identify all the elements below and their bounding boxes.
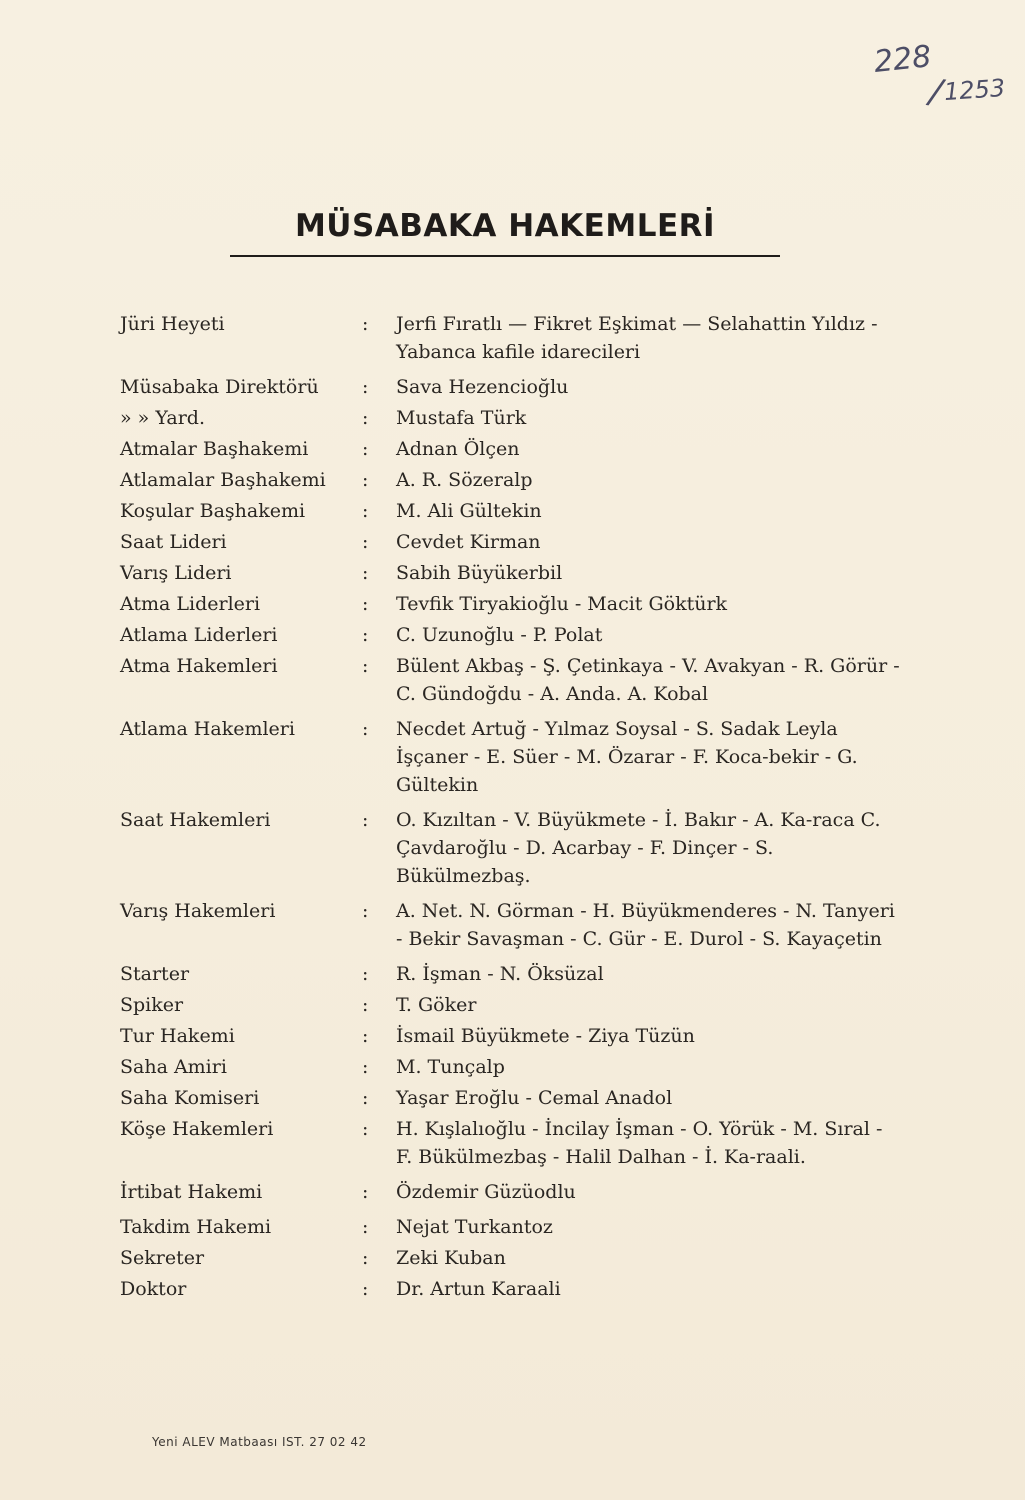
official-role-label: Saat Hakemleri bbox=[120, 809, 271, 831]
handwritten-number-primary: 228 bbox=[872, 39, 933, 80]
official-names: T. Göker bbox=[396, 994, 477, 1016]
official-row bbox=[120, 466, 910, 494]
official-role-label: Koşular Başhakemi bbox=[120, 500, 306, 522]
official-row bbox=[120, 435, 910, 463]
separator-colon: : bbox=[362, 655, 369, 677]
official-row bbox=[120, 404, 910, 432]
separator-colon: : bbox=[362, 407, 369, 429]
official-row bbox=[120, 1275, 910, 1303]
official-role-label: Tur Hakemi bbox=[120, 1025, 235, 1047]
official-row bbox=[120, 1115, 910, 1171]
handwritten-slash: / bbox=[927, 71, 945, 113]
separator-colon: : bbox=[362, 469, 369, 491]
separator-colon: : bbox=[362, 438, 369, 460]
title-underline bbox=[230, 255, 780, 257]
official-names: Özdemir Güzüodlu bbox=[396, 1181, 576, 1203]
separator-colon: : bbox=[362, 376, 369, 398]
separator-colon: : bbox=[362, 624, 369, 646]
official-role-label: » » Yard. bbox=[120, 407, 206, 429]
separator-colon: : bbox=[362, 593, 369, 615]
separator-colon: : bbox=[362, 963, 369, 985]
printer-footer: Yeni ALEV Matbaası IST. 27 02 42 bbox=[152, 1435, 367, 1449]
official-row bbox=[120, 960, 910, 988]
official-row bbox=[120, 310, 910, 366]
official-names: Nejat Turkantoz bbox=[396, 1216, 553, 1238]
official-names: Yaşar Eroğlu - Cemal Anadol bbox=[396, 1087, 673, 1109]
official-names: A. R. Sözeralp bbox=[396, 469, 533, 491]
official-names: Dr. Artun Karaali bbox=[396, 1278, 561, 1300]
official-names: R. İşman - N. Öksüzal bbox=[396, 963, 604, 985]
official-role-label: Atma Liderleri bbox=[120, 593, 261, 615]
official-row bbox=[120, 1022, 910, 1050]
official-names: Tevfik Tiryakioğlu - Macit Göktürk bbox=[396, 593, 728, 615]
official-names: M. Ali Gültekin bbox=[396, 500, 542, 522]
official-row bbox=[120, 559, 910, 587]
official-role-label: Atmalar Başhakemi bbox=[120, 438, 309, 460]
separator-colon: : bbox=[362, 1025, 369, 1047]
official-role-label: Jüri Heyeti bbox=[120, 313, 225, 335]
official-role-label: Starter bbox=[120, 963, 190, 985]
separator-colon: : bbox=[362, 562, 369, 584]
separator-colon: : bbox=[362, 809, 369, 831]
separator-colon: : bbox=[362, 1278, 369, 1300]
separator-colon: : bbox=[362, 1247, 369, 1269]
handwritten-number-secondary: 1253 bbox=[943, 73, 1006, 107]
separator-colon: : bbox=[362, 1087, 369, 1109]
official-role-label: Müsabaka Direktörü bbox=[120, 376, 319, 398]
official-row bbox=[120, 621, 910, 649]
official-row bbox=[120, 991, 910, 1019]
official-row bbox=[120, 497, 910, 525]
official-names: İsmail Büyükmete - Ziya Tüzün bbox=[396, 1025, 695, 1047]
official-row bbox=[120, 652, 910, 708]
official-row bbox=[120, 1244, 910, 1272]
official-role-label: Spiker bbox=[120, 994, 184, 1016]
separator-colon: : bbox=[362, 718, 369, 740]
officials-list bbox=[120, 310, 910, 1303]
official-row bbox=[120, 1178, 910, 1206]
official-role-label: Doktor bbox=[120, 1278, 187, 1300]
official-names: H. Kışlalıoğlu - İncilay İşman - O. Yörük - M. Sıral - F. Bükülmezbaş - Halil Dalhan - İ. Ka-raali. bbox=[396, 1118, 883, 1168]
official-role-label: Varış Hakemleri bbox=[120, 900, 276, 922]
separator-colon: : bbox=[362, 1118, 369, 1140]
separator-colon: : bbox=[362, 900, 369, 922]
official-names: O. Kızıltan - V. Büyükmete - İ. Bakır - A. Ka-raca C. Çavdaroğlu - D. Acarbay - F. Dinçer - S. Bükülmezbaş. bbox=[396, 809, 881, 887]
official-names: Bülent Akbaş - Ş. Çetinkaya - V. Avakyan - R. Görür - C. Gündoğdu - A. Anda. A. Kobal bbox=[396, 655, 900, 705]
official-role-label: Saha Amiri bbox=[120, 1056, 227, 1078]
official-role-label: Sekreter bbox=[120, 1247, 205, 1269]
official-names: Necdet Artuğ - Yılmaz Soysal - S. Sadak Leyla İşçaner - E. Süer - M. Özarar - F. Koca-bekir - G. Gültekin bbox=[396, 718, 858, 796]
official-role-label: Takdim Hakemi bbox=[120, 1216, 272, 1238]
official-row bbox=[120, 1213, 910, 1241]
official-names: Zeki Kuban bbox=[396, 1247, 506, 1269]
separator-colon: : bbox=[362, 994, 369, 1016]
official-names: Cevdet Kirman bbox=[396, 531, 541, 553]
official-row bbox=[120, 715, 910, 799]
official-names: Sabih Büyükerbil bbox=[396, 562, 563, 584]
separator-colon: : bbox=[362, 313, 369, 335]
separator-colon: : bbox=[362, 531, 369, 553]
official-role-label: Atma Hakemleri bbox=[120, 655, 278, 677]
official-row bbox=[120, 1053, 910, 1081]
official-role-label: Atlama Hakemleri bbox=[120, 718, 295, 740]
official-row bbox=[120, 590, 910, 618]
separator-colon: : bbox=[362, 1056, 369, 1078]
official-names: C. Uzunoğlu - P. Polat bbox=[396, 624, 603, 646]
handwritten-page-number bbox=[868, 39, 1008, 122]
official-role-label: Varış Lideri bbox=[120, 562, 232, 584]
official-names: M. Tunçalp bbox=[396, 1056, 505, 1078]
official-role-label: Saat Lideri bbox=[120, 531, 227, 553]
official-names: Sava Hezencioğlu bbox=[396, 376, 569, 398]
official-row bbox=[120, 806, 910, 890]
official-row bbox=[120, 1084, 910, 1112]
official-role-label: Köşe Hakemleri bbox=[120, 1118, 274, 1140]
official-role-label: Saha Komiseri bbox=[120, 1087, 260, 1109]
official-role-label: Atlama Liderleri bbox=[120, 624, 278, 646]
separator-colon: : bbox=[362, 1181, 369, 1203]
official-names: Mustafa Türk bbox=[396, 407, 527, 429]
separator-colon: : bbox=[362, 1216, 369, 1238]
official-row bbox=[120, 897, 910, 953]
official-role-label: Atlamalar Başhakemi bbox=[120, 469, 326, 491]
official-role-label: İrtibat Hakemi bbox=[120, 1181, 263, 1203]
official-names: Adnan Ölçen bbox=[396, 438, 520, 460]
official-names: A. Net. N. Görman - H. Büyükmenderes - N. Tanyeri - Bekir Savaşman - C. Gür - E. Durol - S. Kayaçetin bbox=[396, 900, 895, 950]
official-row bbox=[120, 373, 910, 401]
official-row bbox=[120, 528, 910, 556]
page-title: MÜSABAKA HAKEMLERİ bbox=[294, 208, 716, 244]
official-names: Jerfi Fıratlı — Fikret Eşkimat — Selahattin Yıldız - Yabanca kafile idarecileri bbox=[396, 313, 878, 363]
separator-colon: : bbox=[362, 500, 369, 522]
